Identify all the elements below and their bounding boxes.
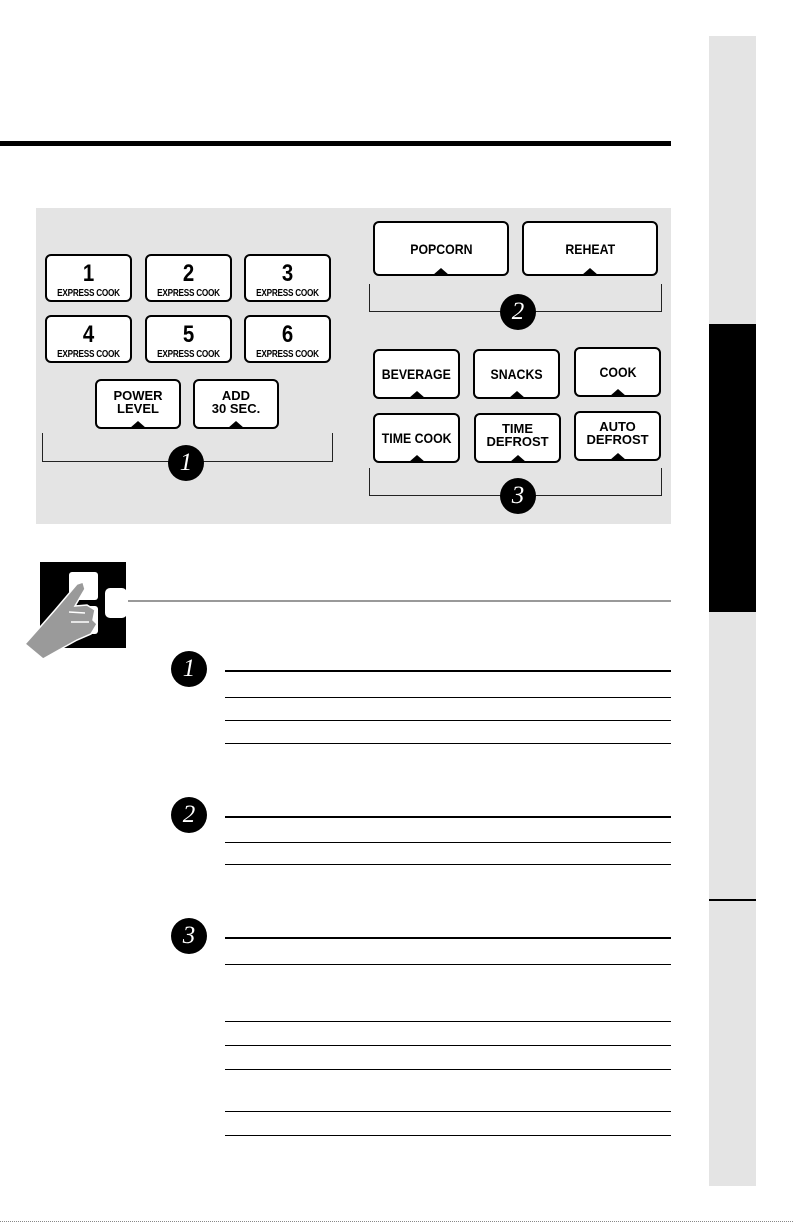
button-label: SNACKS [490,366,543,382]
badge-number: 3 [182,922,196,949]
table-rule [225,842,671,843]
badge-number: 1 [182,655,196,682]
snacks-button[interactable] [473,349,560,399]
badge-number: 2 [182,801,196,828]
express-cook-5-button[interactable] [145,315,232,363]
button-label-line1: TIME [501,421,534,436]
express-cook-4-button[interactable] [45,315,132,363]
press-indicator-icon [610,389,626,396]
key-number: 3 [281,260,294,287]
hand-pressing-keypad-icon [25,558,128,661]
press-indicator-icon [509,391,525,398]
button-label: TIME COOK [381,430,452,446]
reheat-button[interactable] [522,221,658,276]
button-label-line2: DEFROST [486,434,549,449]
button-label-line2: 30 SEC. [211,401,261,416]
section-3-badge [171,918,207,954]
power-level-button[interactable] [95,379,181,429]
key-sublabel: EXPRESS COOK [57,288,120,299]
button-label: REHEAT [565,240,615,257]
side-tab-1 [709,36,756,324]
press-indicator-icon [610,453,626,460]
table-rule [225,1021,671,1022]
press-indicator-icon [228,421,244,428]
page-trim-line [0,1221,793,1222]
badge-number: 1 [179,449,193,476]
time-defrost-button[interactable] [474,413,561,463]
table-rule [225,1045,671,1046]
key-sublabel: EXPRESS COOK [157,349,220,360]
button-label-line1: POWER [113,388,163,403]
table-rule [225,964,671,965]
table-rule [225,1069,671,1070]
header-rule [0,141,671,146]
button-label-line2: DEFROST [586,432,649,447]
badge-number: 2 [511,298,525,325]
press-indicator-icon [582,268,598,275]
time-cook-button[interactable] [373,413,460,463]
group-1-badge [168,445,204,481]
button-label: COOK [599,364,636,380]
section-rule [128,600,671,602]
table-rule [225,720,671,721]
table-rule [225,937,671,939]
table-rule [225,1111,671,1112]
side-tab-2-active [709,324,756,612]
key-number: 4 [82,321,95,348]
express-cook-3-button[interactable] [244,254,331,302]
express-cook-1-button[interactable] [45,254,132,302]
cook-button[interactable] [574,347,661,397]
button-label-line1: AUTO [599,419,636,434]
key-number: 1 [82,260,95,287]
key-number: 2 [182,260,195,287]
button-label-line2: LEVEL [117,401,159,416]
badge-number: 3 [511,482,525,509]
table-rule [225,697,671,698]
key-sublabel: EXPRESS COOK [256,349,319,360]
popcorn-button[interactable] [373,221,509,276]
key-sublabel: EXPRESS COOK [57,349,120,360]
button-label: BEVERAGE [381,366,452,382]
press-indicator-icon [409,391,425,398]
group-2-badge [500,294,536,330]
express-cook-6-button[interactable] [244,315,331,363]
table-rule [225,816,671,818]
key-number: 5 [182,321,195,348]
table-rule [225,743,671,744]
key-number: 6 [281,321,294,348]
section-2-badge [171,797,207,833]
button-label-line1: ADD [221,388,251,403]
side-tab-divider [709,899,756,901]
auto-defrost-button[interactable] [574,411,661,461]
press-indicator-icon [130,421,146,428]
press-indicator-icon [433,268,449,275]
key-sublabel: EXPRESS COOK [157,288,220,299]
button-label: POPCORN [409,240,473,257]
key-sublabel: EXPRESS COOK [256,288,319,299]
press-indicator-icon [510,455,526,462]
section-1-badge [171,651,207,687]
table-rule [225,864,671,865]
press-indicator-icon [409,455,425,462]
add-30-sec-button[interactable] [193,379,279,429]
table-rule [225,670,671,672]
table-rule [225,1135,671,1136]
express-cook-2-button[interactable] [145,254,232,302]
group-3-badge [500,478,536,514]
beverage-button[interactable] [373,349,460,399]
